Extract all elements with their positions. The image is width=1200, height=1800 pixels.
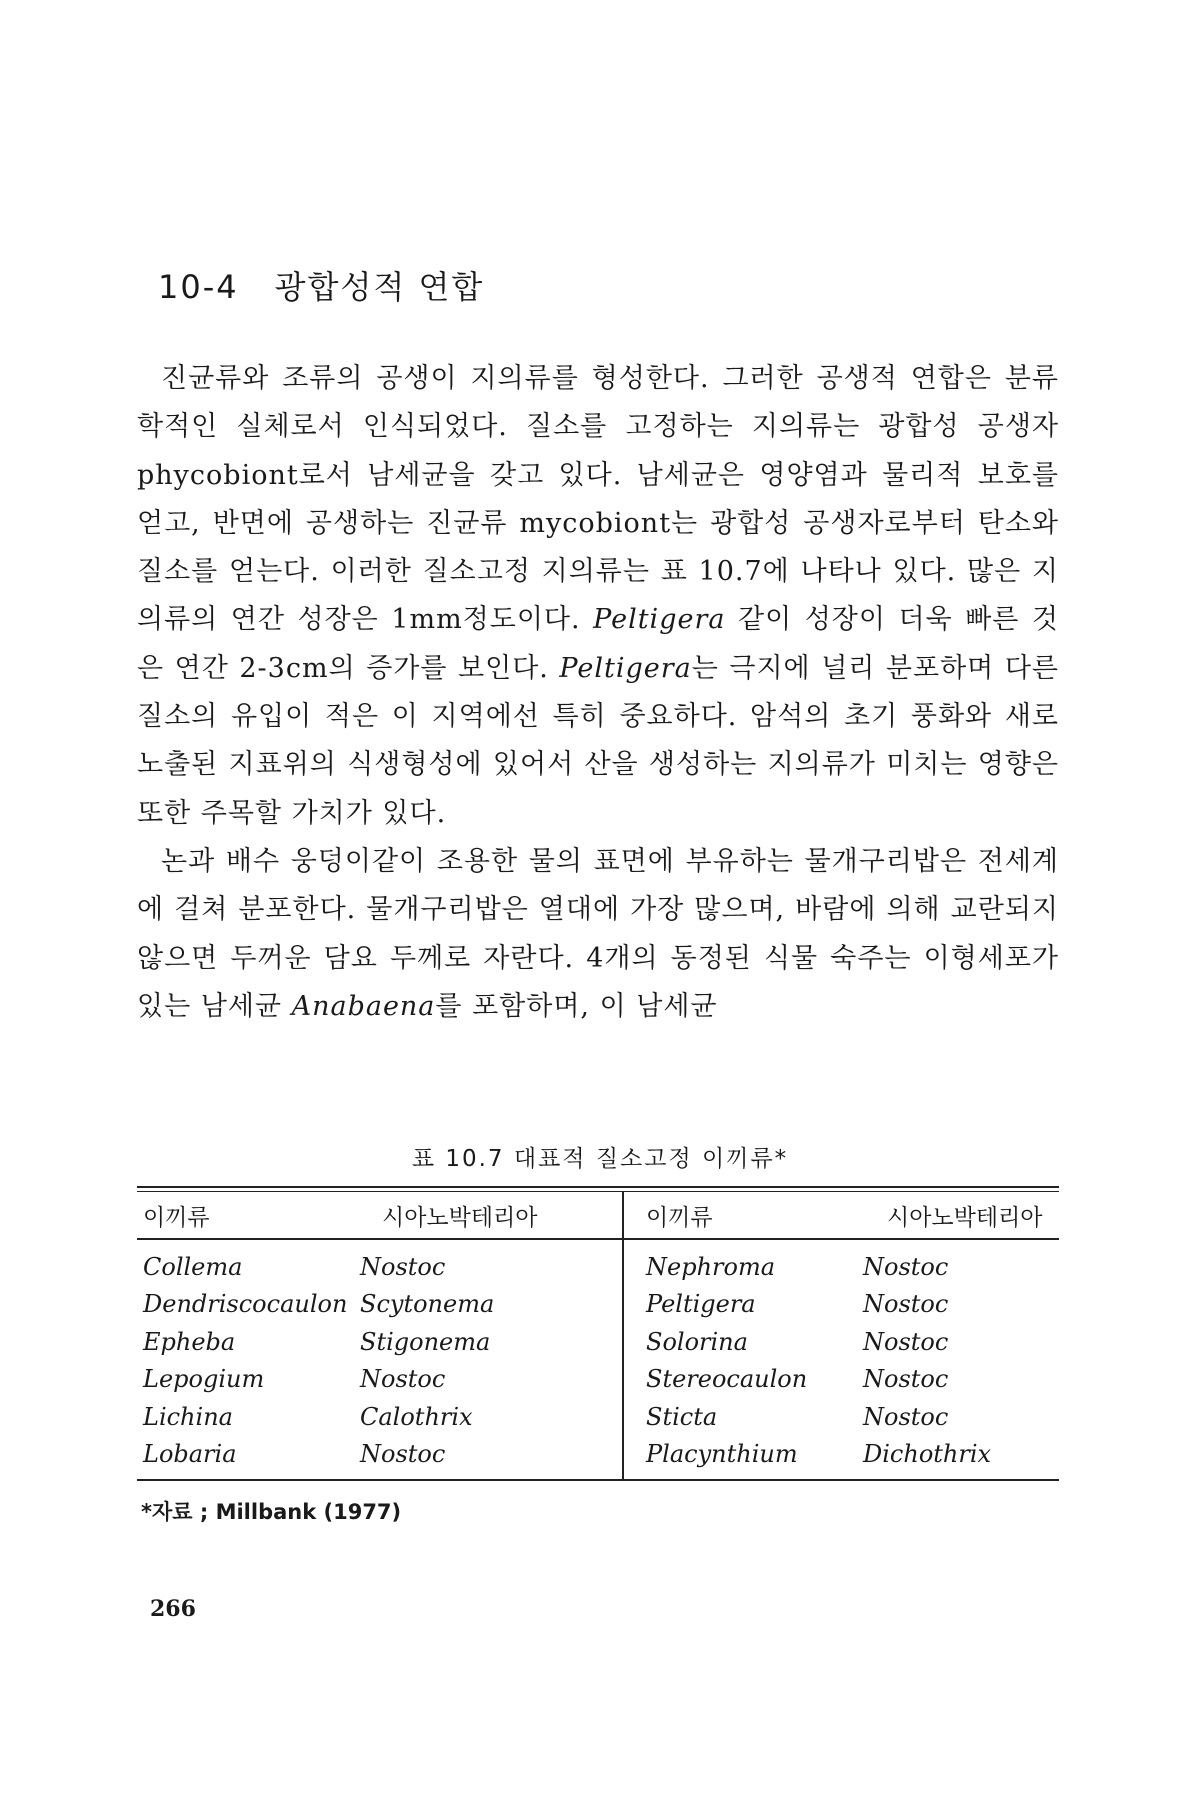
lichen-genus: Sticta: [623, 1398, 863, 1436]
table-row: [137, 1239, 1059, 1286]
lichen-genus: Nephroma: [623, 1239, 863, 1286]
lichen-genus: Lichina: [143, 1402, 233, 1431]
genus-name: Peltigera: [593, 604, 726, 636]
table-source-note: *자료 ; Millbank (1977): [141, 1500, 402, 1524]
lichen-genus: Lobaria: [143, 1440, 237, 1469]
genus-name: Anabaena: [291, 990, 436, 1022]
body-text: [137, 355, 1059, 1031]
lichen-genus: Dendriscocaulon: [143, 1290, 348, 1319]
section-title: 광합성적 연합: [274, 268, 485, 306]
cyanobacteria-genus: Nostoc: [863, 1402, 949, 1431]
table-header-row: [137, 1192, 1059, 1239]
text-run: 진균류와 조류의 공생이 지의류를 형성한다. 그러한 공생적 연합은 분류학적인 실체로서 인식되었다. 질소를 고정하는 지의류는 광합성 공생자 phycobiont로서 남세균을 갖고 있다. 남세균은 영양염과 물리적 보호를 얻고, 반면에 공생하는 진균류 mycobiont는 광합성 공생자로부터 탄소와 질소를 얻는다. 이러한 질소고정 지의류는 표 10.7에 나타나 있다. 많은 지의류의 연간 성장은 1mm정도이다.: [137, 363, 1059, 636]
cyanobacteria-genus: Nostoc: [863, 1327, 949, 1356]
section-heading: [158, 262, 484, 308]
text-run: 를 포함하며, 이 남세균: [435, 990, 718, 1022]
lichen-genus: Peltigera: [623, 1286, 863, 1324]
cyanobacteria-genus: Nostoc: [360, 1440, 446, 1469]
header-lichen: 이끼류: [137, 1192, 360, 1239]
text-run: 같이 성장이 더욱 빠른 것은 연간 2-3cm의 증가를 보인다.: [137, 604, 1060, 684]
cyanobacteria-genus: Scytonema: [360, 1290, 495, 1319]
lichen-genus: Stereocaulon: [623, 1361, 863, 1399]
cyanobacteria-genus: Nostoc: [863, 1290, 949, 1319]
cyanobacteria-genus: Dichothrix: [863, 1440, 992, 1469]
text-run: 논과 배수 웅덩이같이 조용한 물의 표면에 부유하는 물개구리밥은 전세계에 걸쳐 분포한다. 물개구리밥은 열대에 가장 많으며, 바람에 의해 교란되지 않으면 두꺼운 담요 두께로 자란다. 4개의 동정된 식물 숙주는 이형세포가 있는 남세균: [137, 845, 1059, 1022]
lichen-genus: Placynthium: [623, 1436, 863, 1480]
cyanobacteria-genus: Calothrix: [360, 1402, 473, 1431]
cyanobacteria-genus: Nostoc: [360, 1365, 446, 1394]
section-number: 10-4: [158, 268, 239, 306]
header-lichen: 이끼류: [623, 1192, 863, 1239]
table-row: [137, 1361, 1059, 1399]
lichen-genus: Epheba: [143, 1327, 236, 1356]
text-run: 는 극지에 널리 분포하며 다른 질소의 유입이 적은 이 지역에선 특히 중요하다. 암석의 초기 풍화와 새로 노출된 지표위의 식생형성에 있어서 산을 생성하는 지의류가 미치는 영향은 또한 주목할 가치가 있다.: [137, 652, 1059, 829]
table-grid: [137, 1192, 1059, 1479]
lichen-genus: Collema: [143, 1252, 243, 1281]
paragraph: [137, 355, 1059, 838]
genus-name: Peltigera: [559, 652, 692, 684]
header-cyanobacteria: 시아노박테리아: [863, 1192, 1059, 1239]
cyanobacteria-genus: Nostoc: [360, 1252, 446, 1281]
lichen-genus: Solorina: [623, 1323, 863, 1361]
table-caption: 표 10.7 대표적 질소고정 이끼류*: [411, 1146, 789, 1172]
cyanobacteria-genus: Nostoc: [863, 1252, 949, 1281]
table-row: [137, 1398, 1059, 1436]
table-row: [137, 1286, 1059, 1324]
page-number: 266: [150, 1596, 196, 1622]
cyanobacteria-genus: Nostoc: [863, 1365, 949, 1394]
header-cyanobacteria: 시아노박테리아: [360, 1192, 623, 1239]
cyanobacteria-genus: Stigonema: [360, 1327, 491, 1356]
lichen-genus: Lepogium: [143, 1365, 265, 1394]
table-bottom-rule: [137, 1479, 1059, 1481]
lichen-table: [137, 1186, 1059, 1481]
paragraph: [137, 838, 1059, 1031]
table-row: [137, 1436, 1059, 1480]
table-row: [137, 1323, 1059, 1361]
